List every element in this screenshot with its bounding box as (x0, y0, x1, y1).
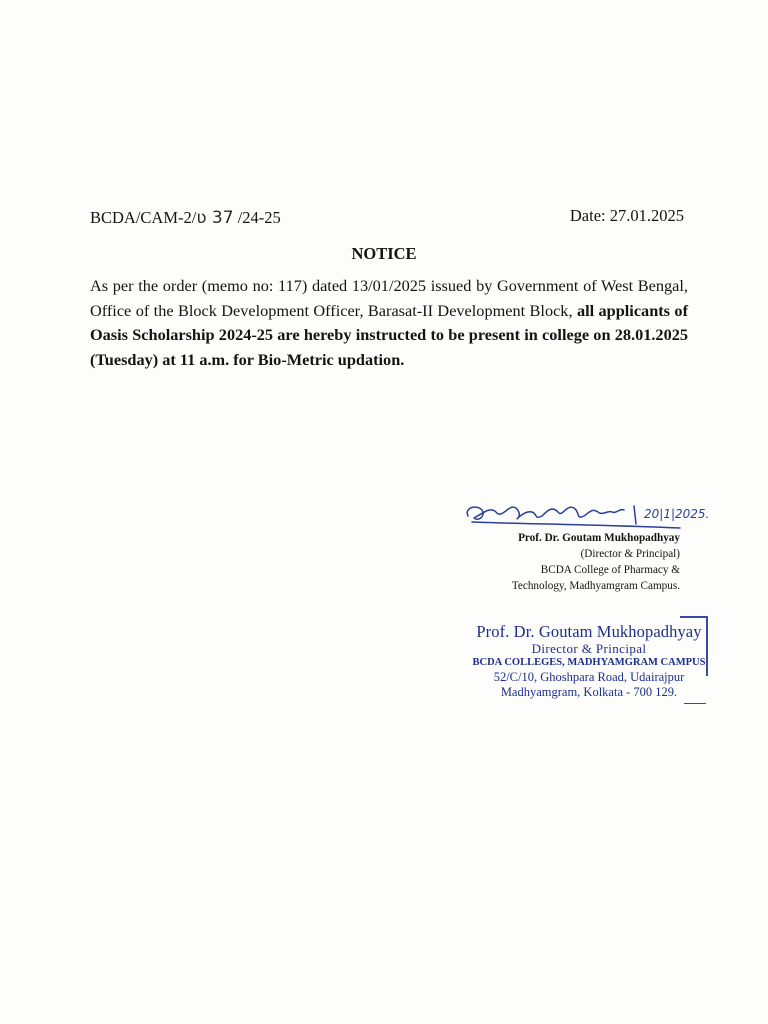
notice-body (90, 274, 688, 372)
notice-body-bold: all applicants of Oasis Scholarship 2024-25 are hereby instructed to be present in college on 28.01.2025 (Tuesday) at 11 a.m. for Bio-Metric updation. (90, 300, 688, 369)
official-stamp (470, 614, 708, 704)
reference-prefix: BCDA/CAM-2/ (90, 208, 197, 227)
handwritten-signature (462, 496, 732, 532)
reference-suffix: /24-25 (233, 208, 281, 227)
notice-date: Date: 27.01.2025 (569, 206, 684, 225)
stamp-institution: BCDA COLLEGES, MADHYAMGRAM CAMPUS (472, 657, 706, 668)
stamp-role: Director & Principal (531, 641, 647, 656)
signature-date: 20|1|2025. (644, 507, 710, 521)
signatory-block (470, 530, 680, 594)
stamp-address-line1: 52/C/10, Ghoshpara Road, Udairajpur (493, 670, 685, 684)
signatory-institution-line2: Technology, Madhyamgram Campus. (511, 580, 680, 592)
stamp-border-right (706, 618, 708, 676)
signatory-name: Prof. Dr. Goutam Mukhopadhyay (518, 532, 680, 544)
signatory-role: (Director & Principal) (580, 548, 680, 560)
signatory-institution-line1: BCDA College of Pharmacy & (540, 564, 680, 576)
notice-body-plain: As per the order (memo no: 117) dated 13/01/2025 issued by Government of West Bengal, Office of the Block Development Officer, Barasat-II Development Block, (90, 276, 688, 320)
stamp-border-top (680, 616, 708, 618)
stamp-address-line2: Madhyamgram, Kolkata - 700 129. (500, 685, 678, 699)
stamp-border-bottom (684, 703, 706, 705)
reference-number (90, 208, 281, 228)
notice-title: NOTICE (351, 244, 417, 263)
reference-handwritten-number: ʋ 37 (196, 208, 234, 228)
stamp-name: Prof. Dr. Goutam Mukhopadhyay (476, 622, 702, 641)
